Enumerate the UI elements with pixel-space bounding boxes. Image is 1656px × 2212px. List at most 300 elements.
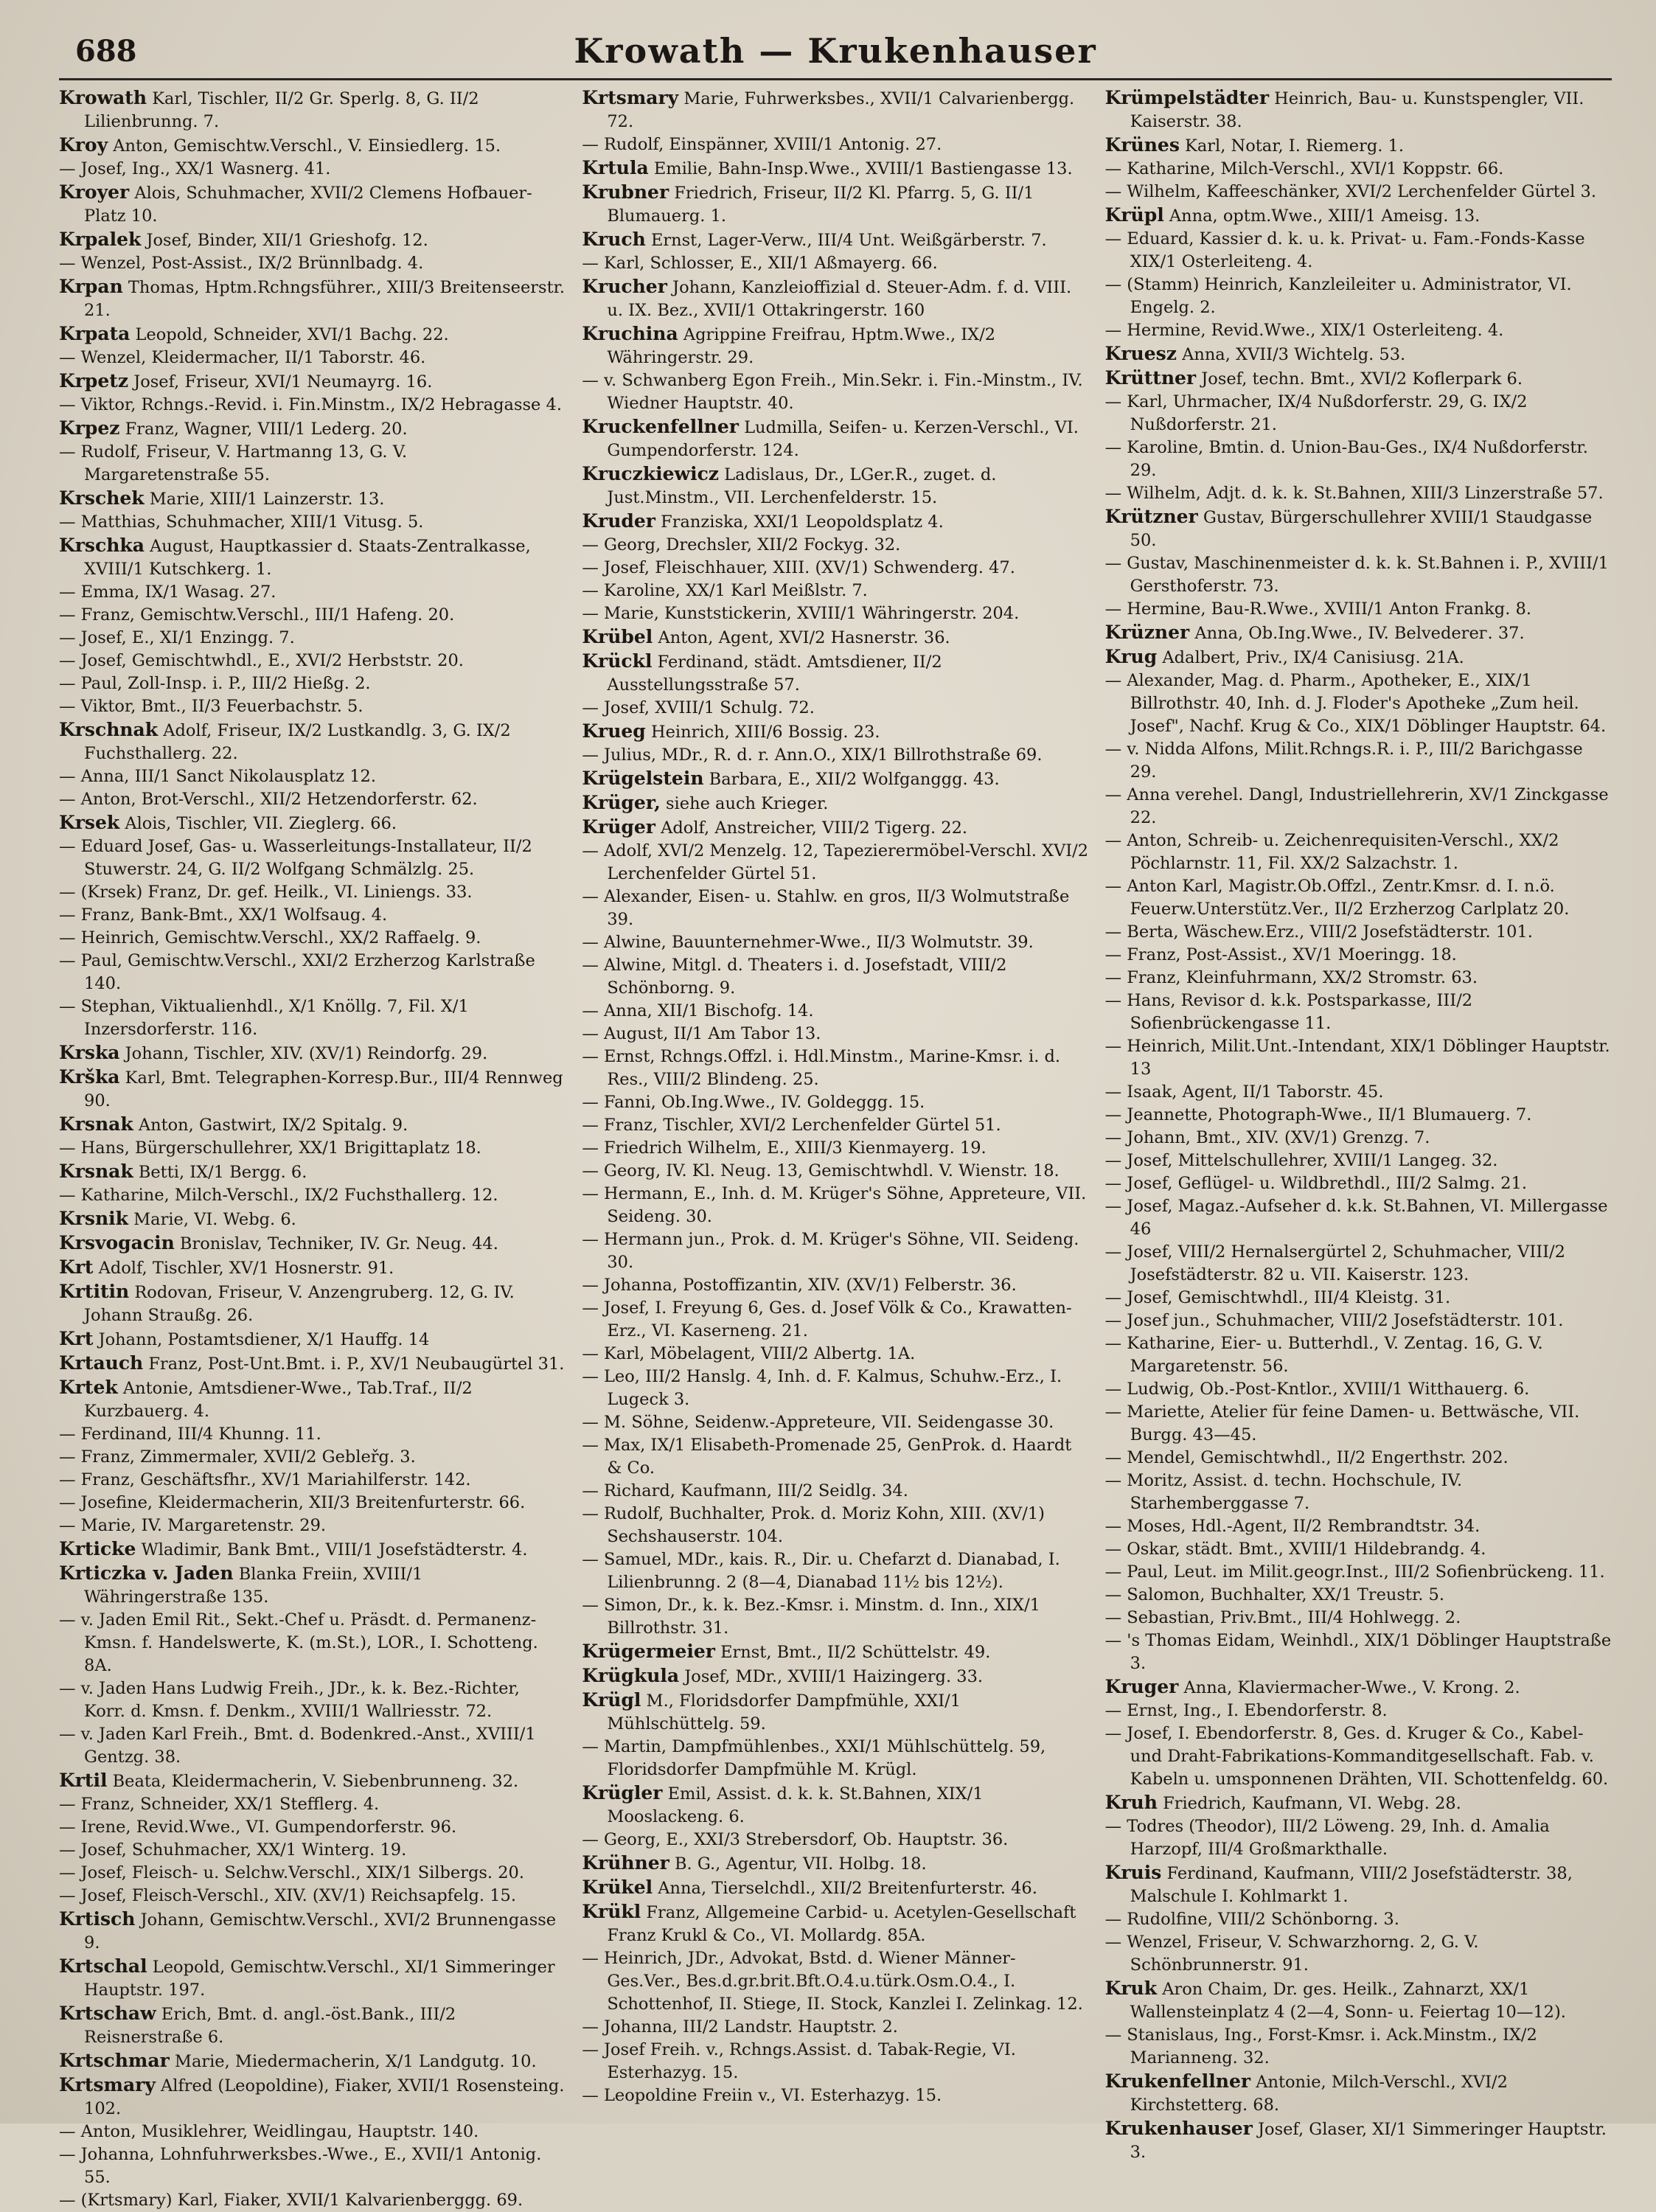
- entry-details: — Wenzel, Friseur, V. Schwarzhorng. 2, G. V. Schönbrunnerstr. 91.: [1104, 1933, 1479, 1975]
- directory-entry: [1105, 1447, 1612, 1470]
- directory-entry: [59, 1041, 566, 1065]
- entry-details: — Josef, Fleischhauer, XIII. (XV/1) Schwenderg. 47.: [582, 558, 1015, 577]
- directory-entry: [59, 650, 566, 672]
- directory-entry: [1105, 784, 1612, 830]
- entry-surname: Kruh: [1104, 1792, 1158, 1813]
- entry-details: — Eduard, Kassier d. k. u. k. Privat- u. Fam.-Fonds-Kasse XIX/1 Osterleiteng. 4.: [1104, 229, 1585, 271]
- directory-entry: [582, 275, 1088, 322]
- entry-surname: Krühner: [582, 1852, 669, 1874]
- entry-details: Johann, Postamtsdiener, X/1 Hauffg. 14: [98, 1330, 430, 1349]
- directory-entry: [582, 1664, 1088, 1688]
- directory-entry: [59, 718, 566, 765]
- entry-surname: Krt: [59, 1328, 94, 1349]
- entry-surname: Krtsmary: [59, 2074, 156, 2096]
- entry-surname: Krüger,: [582, 792, 661, 813]
- entry-details: Leopold, Schneider, XVI/1 Bachg. 22.: [135, 325, 449, 344]
- directory-entry: [1105, 482, 1612, 505]
- entry-details: — Mariette, Atelier für feine Damen- u. Bettwäsche, VII. Burgg. 43—45.: [1104, 1402, 1580, 1444]
- directory-entry: [1105, 598, 1612, 621]
- directory-entry: [59, 1677, 566, 1723]
- entry-details: siehe auch Krieger.: [666, 794, 829, 813]
- directory-entry: [59, 417, 566, 441]
- directory-entry: [582, 133, 1088, 156]
- directory-entry: [59, 1352, 566, 1376]
- entry-surname: Krtschaw: [59, 2003, 156, 2024]
- directory-entry: [1105, 1584, 1612, 1607]
- directory-entry: [582, 1851, 1088, 1876]
- directory-entry: [59, 1862, 566, 1885]
- directory-entry: [59, 1376, 566, 1423]
- entry-surname: Krticke: [59, 1538, 136, 1559]
- entry-details: Agrippine Freifrau, Hptm.Wwe., IX/2 Währingerstr. 29.: [607, 325, 996, 367]
- entry-surname: Krsnik: [59, 1208, 128, 1229]
- entry-details: Franziska, XXI/1 Leopoldsplatz 4.: [661, 512, 944, 532]
- directory-entry: [59, 369, 566, 394]
- entry-details: — Franz, Post-Assist., XV/1 Moeringg. 18.: [1104, 945, 1457, 964]
- directory-entry: [59, 441, 566, 487]
- directory-entry: [582, 1640, 1088, 1664]
- entry-details: — Julius, MDr., R. d. r. Ann.O., XIX/1 Billrothstraße 69.: [582, 745, 1043, 765]
- directory-entry: [582, 1366, 1088, 1411]
- entry-details: — Stanislaus, Ing., Forst-Kmsr. i. Ack.Minstm., IX/2 Marianneng. 32.: [1104, 2025, 1537, 2067]
- entry-details: — Johanna, III/2 Landstr. Hauptstr. 2.: [582, 2017, 898, 2037]
- entry-details: Wladimir, Bank Bmt., VIII/1 Josefstädterstr. 4.: [141, 1540, 528, 1559]
- directory-entry: [582, 1947, 1088, 2016]
- entry-surname: Krueg: [582, 720, 646, 742]
- directory-entry: [582, 1503, 1088, 1548]
- entry-surname: Krschek: [59, 487, 145, 509]
- directory-entry: [1105, 1195, 1612, 1241]
- directory-entry: [59, 1885, 566, 1907]
- entry-surname: Krug: [1104, 646, 1158, 667]
- entry-details: — Simon, Dr., k. k. Bez.-Kmsr. i. Minstm. d. Inn., XIX/1 Billrothstr. 31.: [582, 1596, 1040, 1638]
- directory-entry: [582, 2084, 1088, 2107]
- entry-details: — Leopoldine Freiin v., VI. Esterhazyg. 15.: [582, 2086, 942, 2105]
- entry-surname: Krtula: [582, 157, 649, 178]
- entry-details: — Josef, VIII/2 Hernalsergürtel 2, Schuhmacher, VIII/2 Josefstädterstr. 82 u. VII. Kaiserstr. 123.: [1104, 1242, 1565, 1284]
- directory-entry: [1105, 391, 1612, 437]
- directory-entry: [582, 1023, 1088, 1046]
- directory-entry: [1105, 2070, 1612, 2117]
- directory-entry: [59, 1907, 566, 1955]
- entry-surname: Krticzka v. Jaden: [59, 1562, 234, 1584]
- entry-details: — Ernst, Ing., I. Ebendorferstr. 8.: [1104, 1701, 1388, 1720]
- directory-entry: [582, 1411, 1088, 1434]
- directory-entry: [59, 1723, 566, 1769]
- directory-entry: [1105, 274, 1612, 319]
- entry-details: Emilie, Bahn-Insp.Wwe., XVIII/1 Bastiengasse 13.: [653, 159, 1073, 178]
- entry-surname: Kruder: [582, 510, 655, 532]
- directory-entry: [59, 604, 566, 627]
- entry-details: Barbara, E., XII/2 Wolfganggg. 43.: [709, 770, 1000, 789]
- entry-details: — Franz, Geschäftsfhr., XV/1 Mariahilferstr. 142.: [59, 1470, 471, 1489]
- entry-details: Ludmilla, Seifen- u. Kerzen-Verschl., VI. Gumpendorferstr. 124.: [607, 418, 1079, 460]
- directory-entry: [1105, 1172, 1612, 1195]
- directory-entry: [59, 1514, 566, 1537]
- entry-details: — Rudolf, Einspänner, XVIII/1 Antonig. 27.: [582, 135, 942, 154]
- directory-entry: [1105, 133, 1612, 158]
- entry-details: — Josef jun., Schuhmacher, VIII/2 Josefstädterstr. 101.: [1104, 1311, 1564, 1330]
- entry-details: — Alwine, Mitgl. d. Theaters i. d. Josefstadt, VIII/2 Schönborng. 9.: [582, 956, 1007, 998]
- directory-entry: [59, 1537, 566, 1562]
- entry-details: Anton, Agent, XVI/2 Hasnerstr. 36.: [658, 628, 950, 647]
- directory-entry: [59, 1280, 566, 1327]
- entry-details: — Adolf, XVI/2 Menzelg. 12, Tapezierermöbel-Verschl. XVI/2 Lerchenfelder Gürtel 51.: [582, 841, 1089, 883]
- entry-surname: Kroyer: [59, 181, 130, 203]
- entry-surname: Krünes: [1104, 134, 1180, 156]
- entry-details: Thomas, Hptm.Rchngsführer., XIII/3 Breitenseerstr. 21.: [84, 278, 566, 320]
- entry-details: — Viktor, Bmt., II/3 Feuerbachstr. 5.: [59, 697, 363, 716]
- directory-entry: [582, 1548, 1088, 1594]
- entry-details: — Hermann, E., Inh. d. M. Krüger's Söhne, Appreteure, VII. Seideng. 30.: [582, 1184, 1087, 1226]
- entry-details: Leopold, Gemischtw.Verschl., XI/1 Simmeringer Hauptstr. 197.: [84, 1958, 555, 2000]
- entry-details: — Max, IX/1 Elisabeth-Promenade 25, GenProk. d. Haardt & Co.: [582, 1436, 1072, 1478]
- entry-details: — Franz, Kleinfuhrmann, XX/2 Stromstr. 63.: [1104, 968, 1478, 987]
- directory-entry: [1105, 228, 1612, 274]
- entry-surname: Krtil: [59, 1770, 108, 1791]
- directory-entry: [582, 228, 1088, 252]
- entry-details: — v. Jaden Hans Ludwig Freih., JDr., k. k. Bez.-Richter, Korr. d. Kmsn. f. Denkm., XVIII/1 Wallriesstr. 72.: [59, 1679, 520, 1721]
- entry-details: Erich, Bmt. d. angl.-öst.Bank., III/2 Reisnerstraße 6.: [84, 2005, 456, 2047]
- entry-details: — Josefine, Kleidermacherin, XII/3 Breitenfurterstr. 66.: [59, 1493, 526, 1512]
- entry-surname: Krützner: [1104, 506, 1198, 527]
- directory-entry: [582, 415, 1088, 462]
- directory-entry: [582, 2016, 1088, 2039]
- page-number: 688: [75, 34, 137, 69]
- entry-details: — Hans, Revisor d. k.k. Postsparkasse, III/2 Sofienbrückengasse 11.: [1104, 991, 1473, 1033]
- entry-details: — Marie, IV. Margaretenstr. 29.: [59, 1516, 327, 1535]
- entry-details: — Georg, E., XXI/3 Strebersdorf, Ob. Hauptstr. 36.: [582, 1830, 1009, 1849]
- entry-details: — Wilhelm, Kaffeeschänker, XVI/2 Lerchenfelder Gürtel 3.: [1104, 182, 1596, 201]
- entry-surname: Krümpelstädter: [1104, 87, 1269, 108]
- entry-details: — Alexander, Eisen- u. Stahlw. en gros, II/3 Wolmutstraße 39.: [582, 887, 1070, 929]
- entry-details: — Josef Freih. v., Rchngs.Assist. d. Tabak-Regie, VI. Esterhazyg. 15.: [582, 2040, 1016, 2082]
- entry-details: — Moritz, Assist. d. techn. Hochschule, IV. Starhemberggasse 7.: [1104, 1471, 1462, 1513]
- directory-entry: [59, 695, 566, 718]
- directory-entry: [582, 744, 1088, 767]
- entry-details: — Irene, Revid.Wwe., VI. Gumpendorferstr. 96.: [59, 1818, 457, 1837]
- directory-entry: [59, 881, 566, 904]
- entry-details: Alois, Schuhmacher, XVII/2 Clemens Hofbauer-Platz 10.: [84, 184, 532, 226]
- directory-entry: [582, 1829, 1088, 1851]
- entry-surname: Krschka: [59, 535, 145, 556]
- directory-entry: [582, 534, 1088, 557]
- entry-details: — Matthias, Schuhmacher, XIII/1 Vitusg. 5.: [59, 512, 424, 532]
- entry-details: — Josef, I. Freyung 6, Ges. d. Josef Völk & Co., Krawatten-Erz., VI. Kaserneng. 21.: [582, 1298, 1072, 1340]
- entry-surname: Krska: [59, 1042, 120, 1063]
- entry-surname: Krukenfellner: [1104, 2070, 1251, 2092]
- directory-entry: [59, 1492, 566, 1514]
- entry-surname: Krtek: [59, 1377, 118, 1398]
- entry-details: Anna, Ob.Ing.Wwe., IV. Belvederег. 37.: [1194, 624, 1525, 643]
- entry-details: — Johann, Bmt., XIV. (XV/1) Grenzg. 7.: [1104, 1128, 1430, 1147]
- entry-details: B. G., Agentur, VII. Holbg. 18.: [675, 1854, 927, 1874]
- directory-entry: [1105, 1127, 1612, 1150]
- directory-entry: [59, 1065, 566, 1113]
- directory-entry: [1105, 1700, 1612, 1722]
- entry-details: — Alexander, Mag. d. Pharm., Apotheker, E., XIX/1 Billrothstr. 40, Inh. d. J. Floder's Apotheke „Zum heil. Josef", Nachf. Krug & Co., XIX/1 Döblinger Hauptstr. 64.: [1104, 671, 1607, 736]
- entry-surname: Krtschal: [59, 1955, 147, 1977]
- entry-details: Ferdinand, Kaufmann, VIII/2 Josefstädterstr. 38, Malschule I. Kohlmarkt 1.: [1130, 1864, 1573, 1906]
- directory-entry: [59, 1446, 566, 1469]
- entry-details: Marie, XIII/1 Lainzerstr. 13.: [149, 490, 385, 509]
- entry-surname: Krtisch: [59, 1908, 136, 1930]
- directory-entry: [1105, 1378, 1612, 1401]
- entry-details: Rodovan, Friseur, V. Anzengruberg. 12, G. IV. Johann Straußg. 26.: [84, 1283, 515, 1325]
- entry-surname: Kruch: [582, 229, 646, 250]
- entry-surname: Krügler: [582, 1782, 663, 1804]
- directory-entry: [1105, 1977, 1612, 2024]
- directory-entry: [59, 86, 566, 133]
- entry-details: — Anton, Musiklehrer, Weidlingau, Hauptstr. 140.: [59, 2122, 479, 2141]
- entry-details: — Wenzel, Post-Assist., IX/2 Brünnlbadg. 4.: [59, 254, 424, 273]
- entry-surname: Kruk: [1104, 1978, 1158, 1999]
- entry-details: Franz, Post-Unt.Bmt. i. P., XV/1 Neubaugürtel 31.: [148, 1354, 565, 1374]
- entry-surname: Krowath: [59, 87, 147, 108]
- directory-entry: [1105, 669, 1612, 738]
- directory-entry: [582, 557, 1088, 580]
- entry-surname: Kruis: [1104, 1862, 1162, 1883]
- entry-details: — Josef, Fleisch-Verschl., XIV. (XV/1) Reichsapfelg. 15.: [59, 1886, 517, 1905]
- directory-entry: [59, 394, 566, 417]
- entry-surname: Krpalek: [59, 229, 142, 250]
- entry-details: — Franz, Bank-Bmt., XX/1 Wolfsaug. 4.: [59, 905, 388, 925]
- directory-entry: [1105, 1310, 1612, 1332]
- directory-entry: [582, 1114, 1088, 1137]
- directory-entry: [59, 1839, 566, 1862]
- entry-details: — Gustav, Maschinenmeister d. k. k. St.Bahnen i. P., XVIII/1 Gersthoferstr. 73.: [1104, 554, 1609, 596]
- directory-entry: [59, 1231, 566, 1256]
- directory-entry: [59, 275, 566, 322]
- directory-entry: [59, 158, 566, 181]
- entry-details: — Viktor, Rchngs.-Revid. i. Fin.Minstm., IX/2 Hebragasse 4.: [59, 395, 562, 414]
- entry-details: Anna, optm.Wwe., XIII/1 Ameisg. 13.: [1169, 206, 1481, 226]
- directory-entry: [59, 1769, 566, 1793]
- directory-entry: [59, 788, 566, 811]
- directory-entry: [1105, 1287, 1612, 1310]
- directory-entry: [1105, 1630, 1612, 1675]
- entry-details: — v. Jaden Emil Rit., Sekt.-Chef u. Präsdt. d. Permanenz-Kmsn. f. Handelswerte, K. (m.St.), LOR., I. Schotteng. 8A.: [59, 1610, 538, 1675]
- entry-details: — Rudolf, Buchhalter, Prok. d. Moriz Kohn, XIII. (XV/1) Sechshauserstr. 104.: [582, 1504, 1045, 1546]
- directory-entry: [582, 509, 1088, 534]
- directory-entry: [582, 931, 1088, 954]
- directory-entry: [582, 369, 1088, 415]
- entry-surname: Krtschmar: [59, 2050, 170, 2071]
- entry-details: — Karl, Möbelagent, VIII/2 Albertg. 1A.: [582, 1344, 916, 1363]
- directory-entry: [582, 1688, 1088, 1736]
- entry-details: — M. Söhne, Seidenw.-Appreteure, VII. Seidengasse 30.: [582, 1413, 1054, 1432]
- directory-entry: [582, 1274, 1088, 1297]
- directory-entry: [1105, 437, 1612, 482]
- directory-entry: [582, 1594, 1088, 1640]
- directory-entry: [1105, 552, 1612, 598]
- directory-entry: [1105, 1515, 1612, 1538]
- entry-details: — v. Jaden Karl Freih., Bmt. d. Bodenkred.-Anst., XVIII/1 Gentzg. 38.: [59, 1725, 536, 1767]
- entry-details: — Franz, Schneider, XX/1 Stefflerg. 4.: [59, 1795, 380, 1814]
- entry-details: Bronislav, Techniker, IV. Gr. Neug. 44.: [179, 1234, 498, 1253]
- directory-entry: [59, 950, 566, 995]
- directory-entry: [59, 322, 566, 347]
- directory-entry: [59, 1609, 566, 1677]
- directory-entry: [582, 815, 1088, 840]
- entry-details: — Richard, Kaufmann, III/2 Seidlg. 34.: [582, 1481, 908, 1500]
- entry-details: — Hermann jun., Prok. d. M. Krüger's Söhne, VII. Seideng. 30.: [582, 1230, 1079, 1272]
- directory-entry: [1105, 1241, 1612, 1287]
- directory-entry: [1105, 1401, 1612, 1447]
- entry-details: — Georg, Drechsler, XII/2 Fockyg. 32.: [582, 535, 901, 554]
- entry-surname: Krucher: [582, 276, 667, 297]
- entry-surname: Krtsmary: [582, 87, 679, 108]
- directory-entry: [582, 1183, 1088, 1228]
- entry-details: — Anna verehel. Dangl, Industriellehrerin, XV/1 Zinckgasse 22.: [1104, 785, 1609, 827]
- directory-entry: [59, 228, 566, 252]
- entry-details: Marie, Miedermacherin, X/1 Landgutg. 10.: [174, 2052, 537, 2071]
- entry-details: Anna, Tierselchdl., XII/2 Breitenfurterstr. 46.: [658, 1879, 1037, 1898]
- entry-details: — Rudolfine, VIII/2 Schönborng. 3.: [1104, 1910, 1399, 1929]
- entry-details: — Stephan, Viktualienhdl., X/1 Knöllg. 7, Fil. X/1 Inzersdorferstr. 116.: [59, 997, 469, 1039]
- entry-surname: Krügermeier: [582, 1641, 715, 1662]
- directory-entry: [59, 927, 566, 950]
- entry-details: — Leo, III/2 Hanslg. 4, Inh. d. F. Kalmus, Schuhw.-Erz., I. Lugeck 3.: [582, 1367, 1062, 1409]
- entry-details: — Josef, Ing., XX/1 Wasnerg. 41.: [59, 159, 331, 178]
- directory-entry: [1105, 1815, 1612, 1861]
- directory-entry: [582, 1137, 1088, 1160]
- directory-entry: [1105, 990, 1612, 1035]
- directory-entry: [1105, 1332, 1612, 1378]
- entry-details: — Marie, Kunststickerin, XVIII/1 Währingerstr. 204.: [582, 604, 1020, 623]
- entry-details: Anton, Gemischtw.Verschl., V. Einsiedlerg. 15.: [113, 136, 501, 156]
- directory-entry: [582, 1091, 1088, 1114]
- directory-entry: [59, 511, 566, 534]
- entry-details: — Johanna, Postoffizantin, XIV. (XV/1) Felberstr. 36.: [582, 1276, 1017, 1295]
- directory-entry: [582, 1900, 1088, 1947]
- entry-surname: Krükl: [582, 1901, 641, 1922]
- directory-entry: [582, 791, 1088, 815]
- entry-details: Antonie, Milch-Verschl., XVI/2 Kirchstetterg. 68.: [1130, 2073, 1508, 2115]
- entry-details: — Hermine, Bau-R.Wwe., XVIII/1 Anton Frankg. 8.: [1104, 599, 1531, 619]
- entry-details: — Josef, Mittelschullehrer, XVIII/1 Langeg. 32.: [1104, 1151, 1498, 1170]
- entry-surname: Krükel: [582, 1877, 653, 1898]
- entry-details: Adalbert, Priv., IX/4 Canisiusg. 21A.: [1162, 648, 1464, 667]
- directory-entry: [59, 1793, 566, 1816]
- entry-surname: Kruchina: [582, 323, 678, 344]
- entry-details: — Fanni, Ob.Ing.Wwe., IV. Goldeggg. 15.: [582, 1093, 925, 1112]
- entry-surname: Krübel: [582, 626, 653, 647]
- directory-entry: [582, 1781, 1088, 1829]
- directory-entry: [582, 1046, 1088, 1091]
- directory-entry: [59, 133, 566, 158]
- entry-details: — Wenzel, Kleidermacher, II/1 Taborstr. 46.: [59, 348, 426, 367]
- entry-details: — Anton, Schreib- u. Zeichenrequisiten-Verschl., XX/2 Pöchlarnstr. 11, Fil. XX/2 Salzachstr. 1.: [1104, 831, 1559, 873]
- directory-entry: [1105, 967, 1612, 990]
- directory-entry: [582, 156, 1088, 181]
- directory-entry: [582, 1480, 1088, 1503]
- directory-entry: [1105, 1538, 1612, 1561]
- directory-entry: [582, 181, 1088, 228]
- directory-entry: [582, 1228, 1088, 1274]
- entry-details: — Josef, Gemischtwhdl., E., XVI/2 Herbststr. 20.: [59, 651, 464, 670]
- directory-entry: [59, 252, 566, 275]
- entry-details: Ernst, Lager-Verw., III/4 Unt. Weißgärberstr. 7.: [650, 231, 1047, 250]
- entry-details: — Ludwig, Ob.-Post-Kntlor., XVIII/1 Witthauerg. 6.: [1104, 1380, 1530, 1399]
- directory-entry: [1105, 921, 1612, 944]
- entry-details: — Georg, IV. Kl. Neug. 13, Gemischtwhdl. V. Wienstr. 18.: [582, 1161, 1060, 1180]
- entry-surname: Kruesz: [1104, 343, 1177, 364]
- entry-surname: Krüpl: [1104, 204, 1164, 226]
- directory-entry: [59, 904, 566, 927]
- entry-details: — Eduard Josef, Gas- u. Wasserleitungs-Installateur, II/2 Stuwerstr. 24, G. II/2 Wolfgang Schmälzlg. 25.: [59, 837, 532, 879]
- directory-entry: [59, 2143, 566, 2189]
- directory-entry: [59, 1160, 566, 1184]
- entry-details: — Anton Karl, Magistr.Ob.Offzl., Zentr.Kmsr. d. I. n.ö. Feuerw.Unterstütz.Ver., II/2 Erzherzog Carlplatz 20.: [1104, 877, 1570, 919]
- entry-surname: Krügelstein: [582, 768, 704, 789]
- entry-surname: Krüttner: [1104, 367, 1197, 389]
- directory-entry: [1105, 738, 1612, 784]
- directory-entry: [59, 811, 566, 835]
- entry-details: Josef, techn. Bmt., XVI/2 Koflerpark 6.: [1201, 369, 1523, 389]
- directory-entry: [582, 1160, 1088, 1183]
- directory-entry: [582, 1297, 1088, 1343]
- directory-entry: [582, 602, 1088, 625]
- entry-details: Friedrich, Kaufmann, VI. Webg. 28.: [1163, 1794, 1461, 1813]
- directory-column-3: [1104, 86, 1612, 2162]
- entry-details: — Emma, IX/1 Wasag. 27.: [59, 582, 276, 602]
- directory-entry: [1105, 1607, 1612, 1630]
- directory-entry: [1105, 875, 1612, 921]
- entry-surname: Krt: [59, 1256, 94, 1278]
- directory-entry: [59, 1207, 566, 1231]
- directory-entry: [1105, 830, 1612, 875]
- entry-surname: Krsnak: [59, 1161, 133, 1182]
- directory-entry: [582, 840, 1088, 886]
- entry-details: August, Hauptkassier d. Staats-Zentralkasse, XVIII/1 Kutschkerg. 1.: [84, 537, 531, 579]
- entry-details: — Anton, Brot-Verschl., XII/2 Hetzendorferstr. 62.: [59, 790, 478, 809]
- entry-details: — Josef, Schuhmacher, XX/1 Winterg. 19.: [59, 1840, 407, 1860]
- directory-entry: [1105, 342, 1612, 366]
- directory-entry: [59, 581, 566, 604]
- entry-details: — Josef, E., XI/1 Enzingg. 7.: [59, 628, 295, 647]
- entry-details: Beata, Kleidermacherin, V. Siebenbrunneng. 32.: [112, 1772, 519, 1791]
- entry-details: — Heinrich, Milit.Unt.-Intendant, XIX/1 Döblinger Hauptstr. 13: [1104, 1037, 1610, 1079]
- directory-entry: [582, 86, 1088, 133]
- entry-surname: Krukenhauser: [1104, 2118, 1253, 2139]
- entry-details: — Paul, Leut. im Milit.geogr.Inst., III/2 Sofienbrückeng. 11.: [1104, 1562, 1605, 1582]
- entry-surname: Krpan: [59, 276, 123, 297]
- entry-details: — Jeannette, Photograph-Wwe., II/1 Blumauerg. 7.: [1104, 1105, 1532, 1124]
- entry-details: Heinrich, Bau- u. Kunstspengler, VII. Kaiserstr. 38.: [1130, 89, 1584, 131]
- directory-entry: [1105, 621, 1612, 645]
- directory-entry: [582, 767, 1088, 791]
- directory-entry: [1105, 505, 1612, 552]
- entry-details: — Josef, I. Ebendorferstr. 8, Ges. d. Kruger & Co., Kabel- und Draht-Fabrikations-Kommanditgesellschaft. Fab. v. Kabeln u. umsponnenen Drähten, VII. Schottenfeldg. 60.: [1104, 1724, 1609, 1789]
- entry-surname: Krügl: [582, 1689, 641, 1711]
- directory-entry: [59, 995, 566, 1041]
- entry-details: — Ferdinand, III/4 Khunng. 11.: [59, 1425, 321, 1444]
- entry-details: Karl, Bmt. Telegraphen-Korresp.Bur., III/4 Rennweg 90.: [84, 1068, 563, 1110]
- entry-details: — Friedrich Wilhelm, E., XIII/3 Kienmayerg. 19.: [582, 1138, 987, 1158]
- entry-surname: Kruckenfellner: [582, 416, 739, 437]
- entry-details: Anton, Gastwirt, IX/2 Spitalg. 9.: [138, 1116, 408, 1135]
- entry-details: — 's Thomas Eidam, Weinhdl., XIX/1 Döblinger Hauptstraße 3.: [1104, 1631, 1612, 1673]
- directory-entry: [59, 487, 566, 511]
- entry-details: — Karl, Uhrmacher, IX/4 Nußdorferstr. 29, G. IX/2 Nußdorferstr. 21.: [1104, 392, 1528, 434]
- entry-details: — Rudolf, Friseur, V. Hartmanng 13, G. V. Margaretenstraße 55.: [59, 442, 408, 484]
- entry-details: Adolf, Tischler, XV/1 Hosnerstr. 91.: [98, 1259, 394, 1278]
- entry-details: — Alwine, Bauunternehmer-Wwe., II/3 Wolmutstr. 39.: [582, 933, 1034, 952]
- entry-details: Marie, VI. Webg. 6.: [133, 1210, 296, 1229]
- entry-details: — Oskar, städt. Bmt., XVIII/1 Hildebrandg. 4.: [1104, 1540, 1486, 1559]
- directory-entry: [59, 534, 566, 581]
